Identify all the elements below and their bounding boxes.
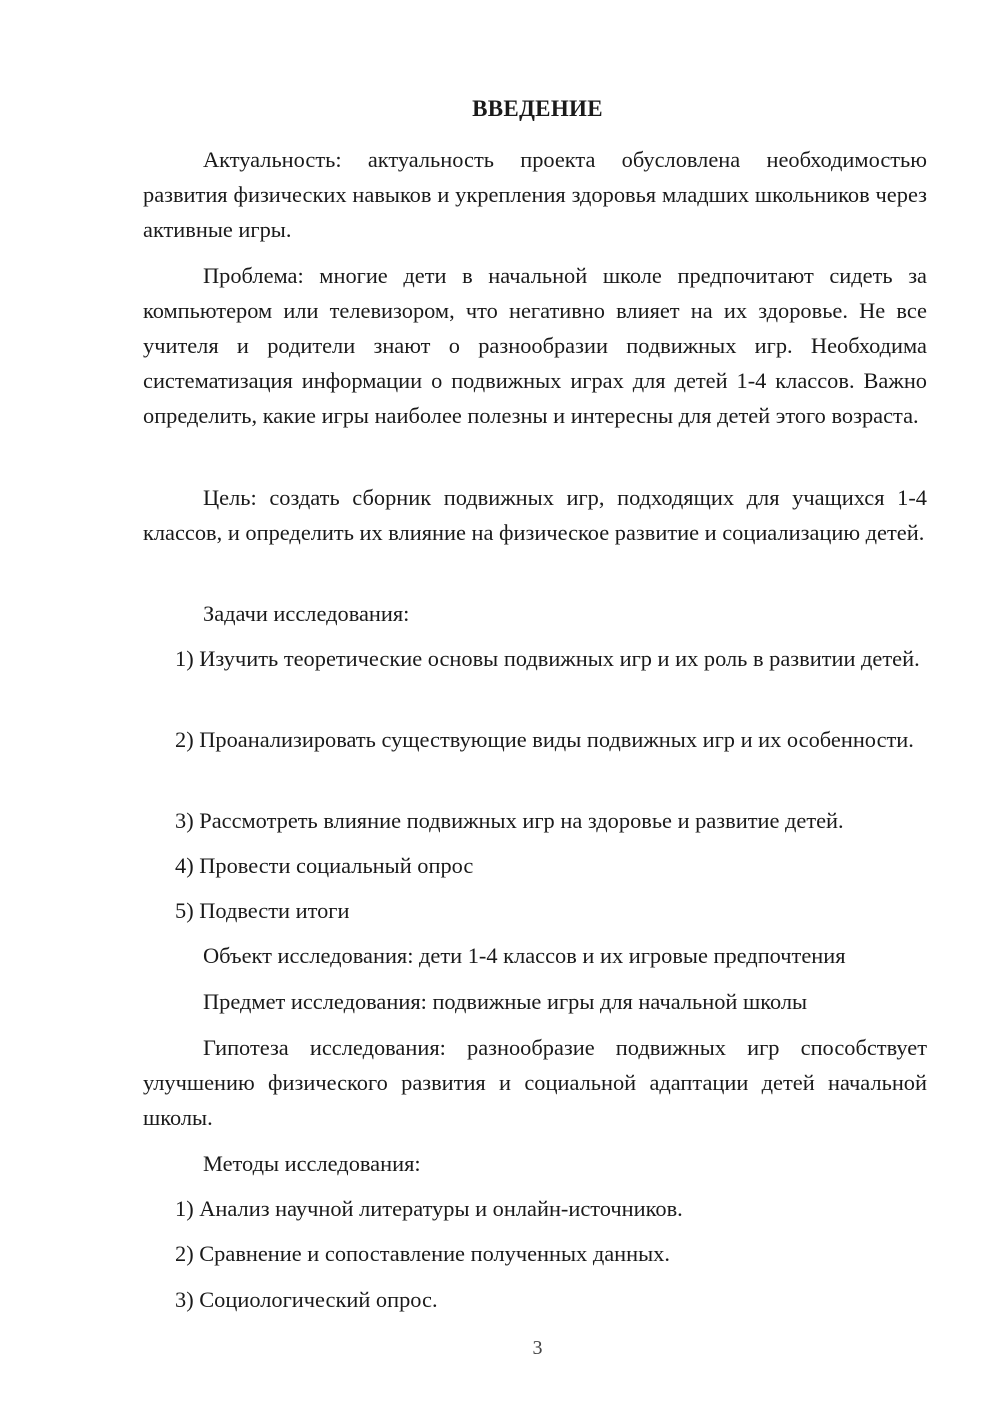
task-item: 1) Изучить теоретические основы подвижных игр и их роль в развитии детей. <box>175 646 920 671</box>
task-item: 5) Подвести итоги <box>175 898 350 923</box>
page-title: ВВЕДЕНИЕ <box>472 96 603 121</box>
methods-heading: Методы исследования: <box>203 1151 421 1176</box>
subject-paragraph: Предмет исследования: подвижные игры для начальной школы <box>203 989 808 1014</box>
method-item: 3) Социологический опрос. <box>175 1287 438 1312</box>
problem-paragraph: Проблема: многие дети в начальной школе предпочитают сидеть за компьютером или телевизором, что негативно влияет на их здоровье. Не все учителя и родители знают о разнообразии подвижных игр. Необходима систематизация информации о подвижных играх для детей 1-4 классов. Важно определить, какие игры наиболее полезны и интересны для детей этого возраста. <box>143 263 927 428</box>
hypothesis-paragraph: Гипотеза исследования: разнообразие подвижных игр способствует улучшению физического развития и социальной адаптации детей начальной школы. <box>143 1035 927 1130</box>
method-item: 1) Анализ научной литературы и онлайн-источников. <box>175 1196 683 1221</box>
relevance-paragraph: Актуальность: актуальность проекта обусловлена необходимостью развития физических навыков и укрепления здоровья младших школьников через активные игры. <box>143 147 927 242</box>
method-item: 2) Сравнение и сопоставление полученных данных. <box>175 1241 670 1266</box>
tasks-heading: Задачи исследования: <box>203 601 410 626</box>
page-number: 3 <box>532 1337 543 1359</box>
task-item: 2) Проанализировать существующие виды подвижных игр и их особенности. <box>175 727 914 752</box>
object-paragraph: Объект исследования: дети 1-4 классов и их игровые предпочтения <box>203 943 846 968</box>
task-item: 3) Рассмотреть влияние подвижных игр на здоровье и развитие детей. <box>175 808 844 833</box>
task-item: 4) Провести социальный опрос <box>175 853 474 878</box>
goal-paragraph: Цель: создать сборник подвижных игр, подходящих для учащихся 1-4 классов, и определить их влияние на физическое развитие и социализацию детей. <box>143 485 927 545</box>
